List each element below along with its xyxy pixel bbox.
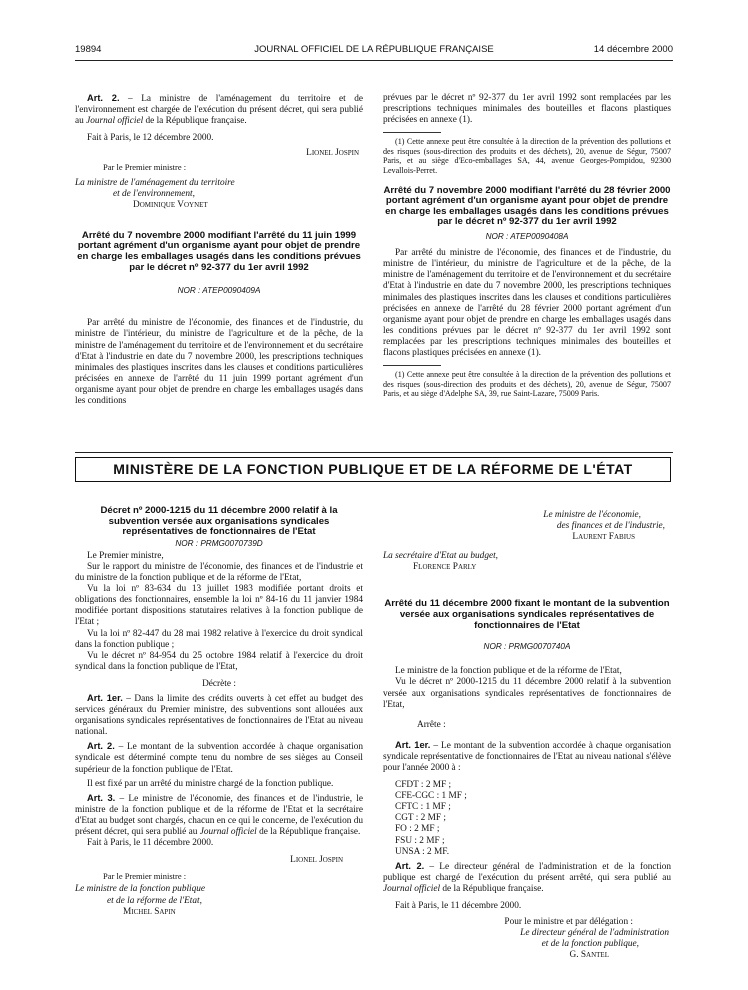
minister-role-2: et de l'environnement, (113, 188, 195, 199)
decret-right-name-1: Laurent Fabius (572, 532, 635, 543)
minister-role: La ministre de l'aménagement du territoire (75, 177, 235, 188)
arrete-1-title: Arrêté du 7 novembre 2000 modifiant l'arrêté du 11 juin 1999 portant agrément d'un organisme ayant pour objet de prendre en charge les emballages usagés dans les conditions prévues par le décret nº 92-377 du 1er avril 1992 (77, 229, 361, 273)
article-2-paragraph: Art. 2. – La ministre de l'aménagement du territoire et de l'environnement est chargée de l'exécution du présent décret, qui sera publié au Journal officiel de la République française. (75, 93, 363, 127)
decret-on-behalf: Par le Premier ministre : (103, 871, 187, 882)
list-item: UNSA : 2 MF. (395, 846, 450, 857)
decret-article-2: Art. 2. – Le montant de la subvention accordée à chaque organisation syndicale est déterminé compte tenu du nombre de ses sièges au Conseil supérieur de la fonction publique de l'Etat. (75, 741, 363, 775)
signature-date: Fait à Paris, le 12 décembre 2000. (87, 133, 214, 144)
decret-right-role-2: des finances et de l'industrie, (556, 521, 665, 532)
signer-name: Lionel Jospin (306, 148, 359, 159)
decret-date: Fait à Paris, le 11 décembre 2000. (87, 838, 214, 849)
decret-p4: Vu la loi nº 82-447 du 28 mai 1982 relative à l'exercice du droit syndical dans la fonction publique ; (75, 628, 363, 650)
list-item: CFE-CGC : 1 MF ; (395, 791, 467, 802)
list-item: FSU : 2 MF ; (395, 835, 445, 846)
issue-date: 14 décembre 2000 (593, 44, 673, 55)
decret-nor: NOR : PRMG0070739D (175, 538, 263, 548)
list-item: FO : 2 MF ; (395, 824, 440, 835)
list-item: CFDT : 2 MF ; (395, 780, 452, 791)
decret-article-1: Art. 1er. – Dans la limite des crédits ouverts à cet effet au budget des services généraux du Premier ministre, des subventions sont allouées aux organisations syndicales représentatives de fonctionnaires de l'Etat au niveau national. (75, 693, 363, 738)
ministry-banner: MINISTÈRE DE LA FONCTION PUBLIQUE ET DE LA RÉFORME DE L'ÉTAT (75, 457, 671, 482)
decret-minister-name: Michel Sapin (123, 906, 176, 917)
decret-signer: Lionel Jospin (290, 855, 343, 866)
delegation-label: Pour le ministre et par délégation : (504, 917, 633, 928)
minister-name: Dominique Voynet (133, 199, 208, 210)
arrete-3-signer: G. Santel (569, 950, 609, 961)
page-number: 19894 (75, 44, 102, 55)
header-rule (75, 60, 673, 61)
footnote-rule-2 (383, 365, 441, 366)
arrete-2-body: Par arrêté du ministre de l'économie, des finances et de l'industrie, du ministre de l'intérieur, du ministre de l'agriculture et de la pêche, de la ministre de l'aménagement du territoire et de l'environnement et du secrétaire d'Etat à l'industrie en date du 7 novembre 2000, les prescriptions techniques minimales des plastiques inscrites dans les clauses et conditions particulières précisées en annexe de l'arrêté du 28 février 2000 portant agrément d'un organisme ayant pour objet de prendre en charge les emballages usagés dans les conditions prévues par le décret nº 92-377 du 1er avril 1992 sont remplacées par les prescriptions techniques minimales des bouteilles et flacons plastiques précisées en annexe (1). (383, 248, 671, 358)
arrete-2-nor: NOR : ATEP0090408A (485, 232, 569, 242)
arrete-label: Arrête : (417, 719, 446, 730)
decret-article-2-p2: Il est fixé par un arrêté du ministre chargé de la fonction publique. (87, 778, 334, 789)
list-item: CFTC : 1 MF ; (395, 802, 451, 813)
decret-p3: Vu la loi nº 83-634 du 13 juillet 1983 modifiée portant droits et obligations des fonctionnaires, ensemble la loi nº 84-16 du 11 janvier 1984 modifiée portant dispositions statutaires relatives à la fonction publique de l'Etat ; (75, 584, 363, 628)
arrete-1-body: Par arrêté du ministre de l'économie, des finances et de l'industrie, du ministre de l'intérieur, du ministre de l'agriculture et de la pêche, de la ministre de l'aménagement du territoire et de l'environnement et du secrétaire d'Etat à l'industrie en date du 7 novembre 2000, les prescriptions techniques minimales des plastiques inscrites dans les clauses et conditions particulières précisées en annexe de l'arrêté du 11 juin 1999 portant agrément d'un organisme ayant pour objet de prendre en charge les emballages usagés dans les conditions (75, 318, 363, 406)
arrete-1-nor: NOR : ATEP0090409A (177, 286, 261, 296)
arrete-3-article-2: Art. 2. – Le directeur général de l'administration et de la fonction publique est chargé de l'exécution du présent arrêté, qui sera publié au Journal officiel de la République française. (383, 860, 671, 894)
arrete-3-date: Fait à Paris, le 11 décembre 2000. (395, 901, 522, 912)
decret-role-1: Le ministre de la fonction publique (75, 884, 206, 895)
arrete-3-p1: Le ministre de la fonction publique et de la réforme de l'Etat, (395, 666, 622, 677)
arrete-3-article-1: Art. 1er. – Le montant de la subvention accordée à chaque organisation syndicale représentative de fonctionnaires de l'Etat au niveau national s'élève pour l'année 2000 à : (383, 739, 672, 773)
footnote-2: (1) Cette annexe peut être consultée à la direction de la prévention des pollutions et des risques (sous-direction des produits et des déchets), 20, avenue de Ségur, 75007 Paris, et au siège d'Adelphe SA, 39, rue Saint-Lazare, 75009 Paris. (383, 370, 671, 399)
top-right-column (383, 93, 671, 399)
section-rule (75, 452, 673, 453)
footnote-1: (1) Cette annexe peut être consultée à la direction de la prévention des pollutions et des risques (sous-direction des produits et des déchets), 20, avenue de Ségur, 75007 Paris, et au siège d'Eco-emballages SA, 44, avenue Georges-Pompidou, 92300 Levallois-Perret. (383, 137, 671, 176)
arrete-3-role-2: et de la fonction publique, (541, 939, 639, 950)
decret-p5: Vu le décret nº 84-954 du 25 octobre 1984 relatif à l'exercice du droit syndical dans la fonction publique de l'Etat, (75, 650, 363, 672)
arrete-3-column (383, 510, 671, 962)
page-header (75, 44, 673, 58)
decret-right-role-1: Le ministre de l'économie, (543, 510, 641, 520)
amounts-list (383, 780, 671, 858)
arrete-3-title: Arrêté du 11 décembre 2000 fixant le montant de la subvention versée aux organisations syndicales représentatives de fonctionnaires de l'Etat (384, 598, 670, 631)
journal-title: JOURNAL OFFICIEL DE LA RÉPUBLIQUE FRANÇAISE (254, 44, 494, 55)
arrete-3-nor: NOR : PRMG0070740A (483, 642, 571, 652)
top-left-column (75, 93, 363, 407)
footnote-rule (383, 132, 441, 133)
decret-article-3: Art. 3. – Le ministre de l'économie, des finances et de l'industrie, le ministre de la fonction publique et de la réforme de l'Etat et la secrétaire d'Etat au budget sont chargés, chacun en ce qui le concerne, de l'exécution du présent décret, qui sera publié au Journal officiel de la République française. (75, 792, 363, 838)
decret-right-role-3: La secrétaire d'Etat au budget, (383, 551, 498, 562)
article-label: Art. 2. (87, 93, 120, 103)
decret-right-name-2: Florence Parly (413, 562, 477, 573)
decret-p2: Sur le rapport du ministre de l'économie, des finances et de l'industrie et du ministre de la fonction publique et de la réforme de l'Etat, (75, 561, 363, 584)
decret-column (75, 506, 363, 918)
arrete-3-role-1: Le directeur général de l'administration (520, 928, 669, 939)
decrete-label: Décrète : (202, 678, 236, 689)
on-behalf-label: Par le Premier ministre : (103, 162, 187, 173)
decret-title: Décret nº 2000-1215 du 11 décembre 2000 relatif à la subvention versée aux organisations syndicales représentatives de fonctionnaires de l'Etat (100, 505, 338, 538)
arrete-3-p2: Vu le décret nº 2000-1215 du 11 décembre 2000 relatif à la subvention versée aux organisations syndicales représentatives de fonctionnaires de l'Etat, (383, 677, 671, 710)
arrete-2-title: Arrêté du 7 novembre 2000 modifiant l'arrêté du 28 février 2000 portant agrément d'un organisme ayant pour objet de prendre en charge les emballages usagés dans les conditions prévues par le décret nº 92-377 du 1er avril 1992 (383, 184, 671, 228)
list-item: CGT : 2 MF ; (395, 813, 446, 824)
decret-role-2: et de la réforme de l'Etat, (107, 895, 202, 906)
decret-p1: Le Premier ministre, (87, 550, 164, 561)
continuation-paragraph: prévues par le décret nº 92-377 du 1er avril 1992 sont remplacées par les prescriptions techniques minimales des bouteilles et flacons plastiques précisées en annexe (1). (383, 93, 671, 126)
